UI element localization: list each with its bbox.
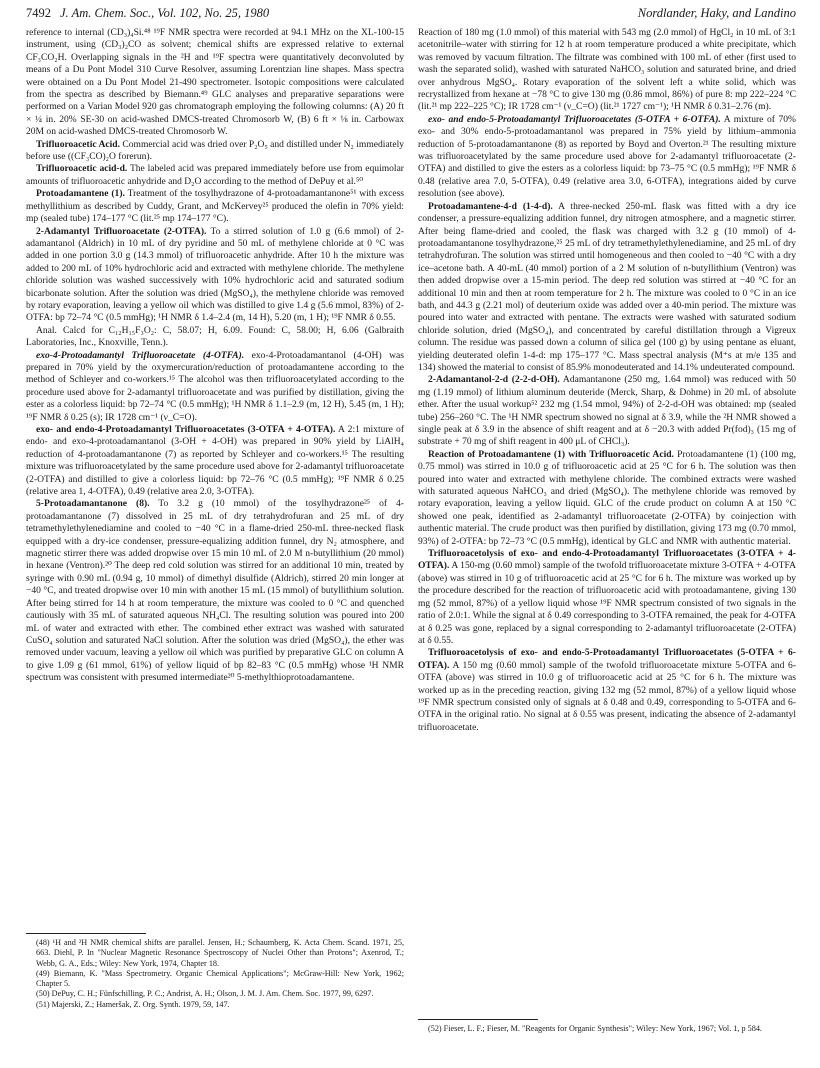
paragraph-text: Treatment of the tosylhydrazone of 4-protoadamantanone⁵¹ with excess methyllithium as described by Cuddy, Grant, and McKervey²⁵ produced the olefin in 70% yield: mp (sealed tube) 174–177 °C (lit.²⁵ mp 174–177 °C). [26, 188, 404, 225]
footnote: (51) Majerski, Z.; Hameršak, Z. Org. Synth. 1979, 59, 147. [36, 999, 230, 1009]
paragraph-heading: Protoadamantene-4-d (1-4-d). [428, 200, 553, 212]
paragraph-heading: Reaction of Protoadamantene (1) with Trifluoroacetic Acid. [428, 448, 674, 460]
paragraph [26, 424, 404, 498]
right-column [418, 27, 796, 734]
paragraph [418, 374, 796, 448]
footnote-rule-left [26, 933, 146, 934]
paragraph-text: The labeled acid was prepared immediately before use from equimolar amounts of trifluoroacetic anhydride and D₂O according to the method of DePuy et al.⁵⁰ [26, 163, 404, 187]
page-number: 7492 [26, 6, 51, 20]
paragraph-heading: exo-4-Protoadamantyl Trifluoroacetate (4-OTFA). [36, 349, 245, 361]
paragraph [26, 226, 404, 325]
paragraph-text: A mixture of 70% exo- and 30% endo-5-protoadamantanol was prepared in 75% yield by lithium–ammonia reduction of 5-protoadamantanone (8) as reported by Boyd and Overton.²¹ The resulting mixture was trifluoroacetylated by the same procedure used above for 2-adamantyl trifluoroacetate (2-OTFA) and distilled to give the esters as a colorless liquid: bp 73–75 °C (0.5 mmHg); ¹⁹F NMR δ 0.48 (relative area 7.0, 5-OTFA), 0.49 (relative area 3.0, 6-OTFA), integrations aided by curve resolution (see above). [418, 113, 796, 200]
paragraph [26, 27, 404, 139]
paragraph-text: reference to internal (CD₃)₄Si.⁴⁸ ¹⁹F NMR spectra were recorded at 94.1 MHz on the XL-100-15 instrument, using (CD₃)₂CO as solvent; chemical shifts are expressed relative to external CF₃CO₂H. Overlapping signals in the ²H and ¹⁹F spectra were quantitatively deconvoluted by means of a Du Pont Model 310 Curve Resolver, assuming Lorentzian line shapes. Mass spectra were obtained on a Du Pont Model 21-490 spectrometer. Isotopic compositions were calculated from the spectra as described by Biemann.⁴⁹ GLC analyses and preparative separations were performed on a Varian Model 920 gas chromatograph employing the following columns: (A) 20 ft × ¼ in. 20% SE-30 on acid-washed DMCS-treated Chromosorb W, (B) 6 ft × ⅛ in. Carbowax 20M on acid-washed DMCS-treated Chromosorb W. [26, 27, 404, 138]
paragraph [418, 647, 796, 734]
paragraph-heading: Trifluoroacetic Acid. [36, 138, 120, 150]
footnote: (48) ¹H and ²H NMR chemical shifts are parallel. Jensen, H.; Schaumberg, K. Acta Chem. Scand. 1971, 25, 663. Diehl, P. In "Nuclear Magnetic Resonance Spectroscopy of Nuclei Other than Protons"; Axenrod, T.; Webb, G. A., Eds.; Wiley: New York, 1974, Chapter 18. [36, 938, 404, 968]
paragraph-text: Reaction of 180 mg (1.0 mmol) of this material with 543 mg (2.0 mmol) of HgCl₂ in 10 mL of 3:1 acetonitrile–water with stirring for 12 h at room temperature produced a white precipitate, which was removed by vacuum filtration. The filtrate was combined with 100 mL of ether (first used to wash the separated solid), washed with saturated NaHCO₃ solution and saturated brine, and dried over anhydrous MgSO₄. Rotary evaporation of the solvent left a white solid, which was recrystallized from hexane at −78 °C to give 130 mg (0.86 mmol, 86%) of pure 8: mp 222–224 °C (lit.²¹ mp 222–225 °C); IR 1728 cm⁻¹ (ν_C=O) (lit.²¹ 1727 cm⁻¹); ¹H NMR δ 0.31–2.76 (m). [418, 27, 796, 113]
paragraph [418, 27, 796, 114]
paragraph-text: To a stirred solution of 1.0 g (6.6 mmol) of 2-adamantanol (Aldrich) in 10 mL of dry pyridine and 50 mL of methylene chloride at 0 °C was added in one portion 3.0 g (14.3 mmol) of trifluoroacetic anhydride. After 10 h the mixture was added to 200 mL of 10% hydrochloric acid and extracted with methylene chloride. The methylene chloride solution was washed successively with 10% hydrochloric acid and saturated sodium bicarbonate solution. After the solution was dried (MgSO₄), the methylene chloride was removed by rotary evaporation, leaving a yellow oil which was distilled to give 1.4 g (5.6 mmol, 83%) of 2-OTFA: bp 72–74 °C (0.5 mmHg); ¹H NMR δ 1.4–2.4 (m, 14 H), 5.20 (m, 1 H); ¹⁹F NMR δ 0.55. [26, 225, 404, 324]
running-authors: Nordlander, Haky, and Landino [637, 6, 796, 20]
paragraph [26, 139, 404, 164]
paragraph-heading: Trifluoroacetolysis of exo- and endo-5-Protoadamantyl Trifluoroacetates (5-OTFA + 6-OTFA). [418, 647, 796, 671]
footnote: (50) DePuy, C. H.; Fünfschilling, P. C.; Andrist, A. H.; Olson, J. M. J. Am. Chem. Soc. 1977, 99, 6297. [36, 989, 374, 999]
footnote: (49) Biemann, K. "Mass Spectrometry. Organic Chemical Applications"; McGraw-Hill: New York, 1962; Chapter 5. [36, 968, 404, 989]
paragraph-text: Adamantanone (250 mg, 1.64 mmol) was reduced with 50 mg (1.19 mmol) of lithium aluminum deuteride (Merck, Sharp, & Dohme) in 20 mL of absolute ether. After the usual workup⁵² 232 mg (1.54 mmol, 94%) of 2-2-d-OH was obtained: mp (sealed tube) 256–260 °C. The ¹H NMR spectrum showed no signal at δ 3.9, while the ²H NMR showed a single peak at δ 3.9 in the absence of shift reagent and at δ −20.3 with added Pr(fod)₃ (15 mg of substrate + 70 mg of shift reagent in 400 μL of CHCl₃). [418, 374, 796, 448]
paragraph [418, 114, 796, 201]
footnote: (52) Fieser, L. F.; Fieser, M. "Reagents for Organic Synthesis"; Wiley: New York, 1967; Vol. 1, p 584. [428, 1024, 762, 1033]
left-column [26, 27, 404, 685]
paragraph [418, 449, 796, 548]
paragraph-heading: Trifluoroacetic acid-d. [36, 163, 128, 175]
paragraph [26, 498, 404, 684]
paragraph-text: exo-4-Protoadamantanol (4-OH) was prepared in 70% yield by the oxymercuration/reduction of protoadamantene according to the method of Schleyer and co-workers.¹⁵ The alcohol was then trifluoroacetylated according to the procedure used above for 2-adamantyl trifluoroacetate and was purified by distillation, giving the ester as a colorless liquid: bp 72–74 °C (0.5 mmHg); ¹H NMR δ 1.1–2.9 (m, 12 H), 5.45 (m, 1 H); ¹⁹F NMR δ 0.25 (s); IR 1728 cm⁻¹ (ν_C=O). [26, 349, 404, 423]
journal-citation: J. Am. Chem. Soc., Vol. 102, No. 25, 1980 [60, 6, 270, 20]
paragraph-heading: 5-Protoadamantanone (8). [36, 498, 150, 510]
paragraph-text: A 2:1 mixture of endo- and exo-4-protoadamantanol (3-OH + 4-OH) was prepared in 90% yield by LiAlH₄ reduction of 4-protoadamantanone (7) as reported by Schleyer and co-workers.¹⁵ The resulting mixture was trifluoroacetylated by the same procedure used above for 2-adamantyl trifluoroacetate (2-OTFA) and distilled to give a colorless liquid: bp 72–76 °C (0.5 mmHg); ¹⁹F NMR δ 0.25 (relative area 1, 4-OTFA), 0.49 (relative area 2.0, 3-OTFA). [26, 424, 404, 498]
paragraph-text: A 150 mg (0.60 mmol) sample of the twofold trifluoroacetate mixture 5-OTFA and 6-OTFA (above) was stirred in 10.0 g of trifluoroacetic acid at 25 °C for 6 h. The mixture was worked up as in the preceding reaction, giving 132 mg (52 mmol, 87%) of a yellow liquid whose ¹⁹F NMR spectrum consisted only of signals at δ 0.48 and 0.49, corresponding to 5-OTFA and 6-OTFA in the original ratio. No signal at δ 0.55 was present, indicating the absence of 2-adamantyl trifluoroacetate. [418, 659, 796, 733]
paragraph-text: Protoadamantene (1) (100 mg, 0.75 mmol) was stirred in 10.0 g of trifluoroacetic acid at 25 °C for 6 h. The solution was then poured into water and extracted with methylene chloride. The combined extracts were washed with saturated aqueous NaHCO₃ and dried (MgSO₄). The methylene chloride was removed by rotary evaporation, leaving a yellow liquid. GLC of the crude product on column A at 150 °C showed one peak, identified as 2-adamantyl trifluoroacetate (2-OTFA) by coinjection with authentic material. The crude product was then purified by distillation, giving 173 mg (0.70 mmol, 93%) of 2-OTFA: bp 72–73 °C (0.5 mmHg), identical by GLC and NMR with authentic material. [418, 448, 796, 547]
paragraph [26, 350, 404, 424]
right-footnotes [418, 1024, 796, 1034]
paragraph-heading: 2-Adamantyl Trifluoroacetate (2-OTFA). [36, 225, 207, 237]
paragraph [26, 325, 404, 350]
paragraph [26, 163, 404, 188]
footnote-rule-right [418, 1019, 538, 1020]
paragraph-text: To 3.2 g (10 mmol) of the tosylhydrazone²⁵ of 4-protoadamantanone (7) dissolved in 25 mL of dry tetrahydrofuran and 25 mL of dry tetramethylethylenediamine and cooled to −40 °C in a flame-dried 250-mL three-necked flask equipped with a dry-ice condenser, pressure-equalizing addition funnel, dry N₂ atmosphere, and magnetic stirrer there was added dropwise over 15 min 10 mL of 2.0 M n-butyllithium (20 mmol) in hexane (Ventron).²⁰ The deep red cold solution was stirred for an additional 10 min, treated by syringe with 0.90 mL (0.94 g, 10 mmol) of dimethyl disulfide (Aldrich), stirred 20 min longer at −40 °C, and treated dropwise over 10 min with another 15 mL (15 mmol) of butyllithium solution. After being stirred for 14 h at room temperature, the mixture was cooled to 0 °C and quenched cautiously with 35 mL of saturated aqueous NH₄Cl. The resulting solution was poured into 200 mL of water and extracted with ether. The combined ether extract was washed with saturated CuSO₄ solution and saturated NaCl solution. After the solution was dried (MgSO₄), the ether was removed under vacuum, leaving a yellow oil which was purified by preparative GLC on column A to give 1.09 g (61 mmol, 61%) of yellow liquid of bp 82–83 °C (0.5 mmHg) whose ¹H NMR spectrum was consistent with presumed intermediate²⁰ 5-methylthioprotoadamantene. [26, 498, 404, 684]
left-footnotes [26, 938, 404, 1010]
paragraph-text: Commercial acid was dried over P₂O₅ and distilled under N₂ immediately before use ((CF₃CO)₂O forerun). [26, 138, 404, 163]
paragraph-text: A three-necked 250-mL flask was fitted with a dry ice condenser, a pressure-equalizing addition funnel, dry nitrogen atmosphere, and a magnetic stirrer. After being flame-dried and cooled, the flask was charged with 3.2 g (10 mmol) of 4-protoadamantanone tosylhydrazone,²⁵ 25 mL of dry tetramethylethylenediamine, and 25 mL of dry tetrahydrofuran. The solution was stirred until homogeneous and then cooled to −40 °C with a dry ice–acetone bath. A 40-mL (40 mmol) portion of a 2 M solution of n-butyllithium (Ventron) was then added dropwise over a 15-min period. The deep red solution was stirred at −40 °C for an additional 10 min and then at room temperature for 2 h. The mixture was cooled to 0 °C in an ice bath, and 44.3 g (2.21 mol) of deuterium oxide was added over a 40-min period. The mixture was poured into water and extracted with pentane. The extracts were washed with saturated sodium chloride solution, dried (MgSO₄), and concentrated by careful distillation through a Vigreux column. The residue was passed down a column of silica gel (100 g) by using pentane as eluant, yielding deuterated olefin 1-4-d: mp 175–177 °C. Mass spectral analysis (M⁺s at m/e 135 and 134) showed the material to consist of 85.9% monodeuterated and 14.1% undeuterated compound. [418, 200, 796, 373]
paragraph-heading: Protoadamantene (1). [36, 188, 125, 200]
paragraph-heading: exo- and endo-4-Protoadamantyl Trifluoroacetates (3-OTFA + 4-OTFA). [36, 424, 336, 435]
paragraph-heading: 2-Adamantanol-2-d (2-2-d-OH). [428, 374, 560, 386]
page-header [26, 6, 796, 24]
paragraph [26, 188, 404, 225]
paragraph-heading: Trifluoroacetolysis of exo- and endo-4-Protoadamantyl Trifluoroacetates (3-OTFA + 4-OTFA). [418, 548, 796, 572]
paragraph [418, 201, 796, 375]
paragraph-text: Anal. Calcd for C₁₂H₁₅F₃O₂: C, 58.07; H, 6.09. Found: C, 58.00; H, 6.06 (Galbraith Laboratories, Inc., Knoxville, Tenn.). [26, 324, 404, 349]
paragraph [418, 548, 796, 647]
paragraph-heading: exo- and endo-5-Protoadamantyl Trifluoroacetates (5-OTFA + 6-OTFA). [428, 113, 721, 125]
paragraph-text: A 150-mg (0.60 mmol) sample of the twofold trifluoroacetate mixture 3-OTFA + 4-OTFA (above) was stirred in 10 g of trifluoroacetic acid at 25 °C for 6 h. The mixture was worked up by the procedure described for the reaction of trifluoroacetic acid with protoadamantene, giving 130 mg (52 mmol, 87%) of a yellow liquid whose ¹⁹F NMR spectrum consisted of two signals in the ratio of 2.0:1. While the signal at δ 0.49 corresponding to 3-OTFA remained, the peak for 4-OTFA at δ 0.25 was gone, replaced by a signal corresponding to 2-adamantyl trifluoroacetate (2-OTFA) at δ 0.55. [418, 560, 796, 646]
